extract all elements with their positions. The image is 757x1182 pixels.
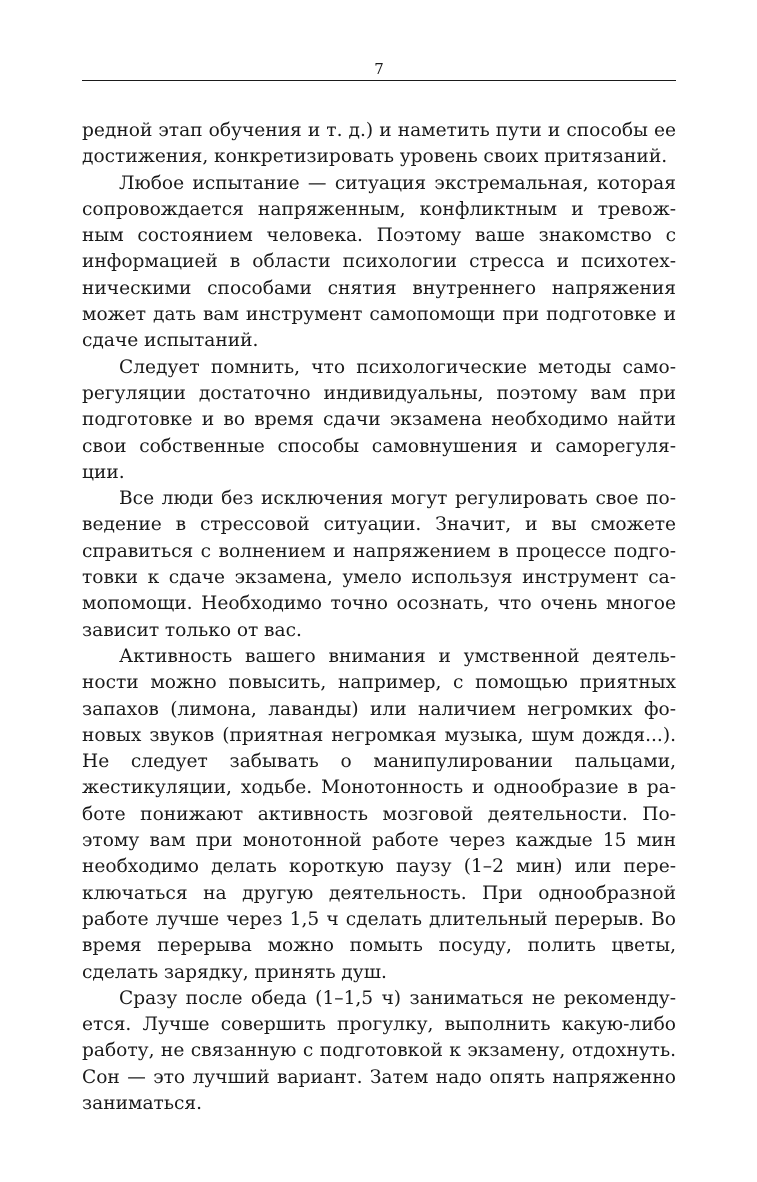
running-header [82,60,676,81]
paragraph-behavior-control: Все люди без исключения могут регулировать свое поведение в стрессовой ситуации. Значит, и вы сможете справиться с волнением и напряжением в процессе подготовки к сдаче экзамена, умело используя инструмент самопомощи. Необходимо точно осознать, что очень многое зависит только от вас. [82,488,676,641]
paragraph-stress-situation: Любое испытание — ситуация экстремальная, которая сопровождается напряженным, конфликтным и тревожным состоянием человека. Поэтому ваше знакомство с информацией в области психологии стресса и психотехническими способами снятия внутреннего напряжения может дать вам инструмент самопомощи при подготовке и сдаче испытаний. [82,172,676,352]
page-number: 7 [374,60,384,78]
paragraph-self-regulation: Следует помнить, что психологические методы саморегуляции достаточно индивидуальны, поэтому вам при подготовке и во время сдачи экзамена необходимо найти свои собственные способы самовнушения и саморегуляции. [82,356,676,483]
body-text [82,118,676,1117]
paragraph-after-lunch: Сразу после обеда (1–1,5 ч) заниматься не рекомендуется. Лучше совершить прогулку, выполнить какую-либо работу, не связанную с подготовкой к экзамену, отдохнуть. Сон — это лучший вариант. Затем надо опять напряженно заниматься. [82,987,676,1114]
paragraph-attention-activity: Активность вашего внимания и умственной деятельности можно повысить, например, с помощью приятных запахов (лимона, лаванды) или наличием негромких фоновых звуков (приятная негромкая музыка, шум дождя...). Не следует забывать о манипулировании пальцами, жестикуляции, ходьбе. Монотонность и однообразие в работе понижают активность мозговой деятельности. Поэтому вам при монотонной работе через каждые 15 мин необходимо делать короткую паузу (1–2 мин) или переключаться на другую деятельность. При однообразной работе лучше через 1,5 ч сделать длительный перерыв. Во время перерыва можно помыть посуду, полить цветы, сделать зарядку, принять душ. [82,645,676,983]
paragraph-continuation: редной этап обучения и т. д.) и наметить пути и способы ее достижения, конкретизировать уровень своих притязаний. [82,120,676,168]
